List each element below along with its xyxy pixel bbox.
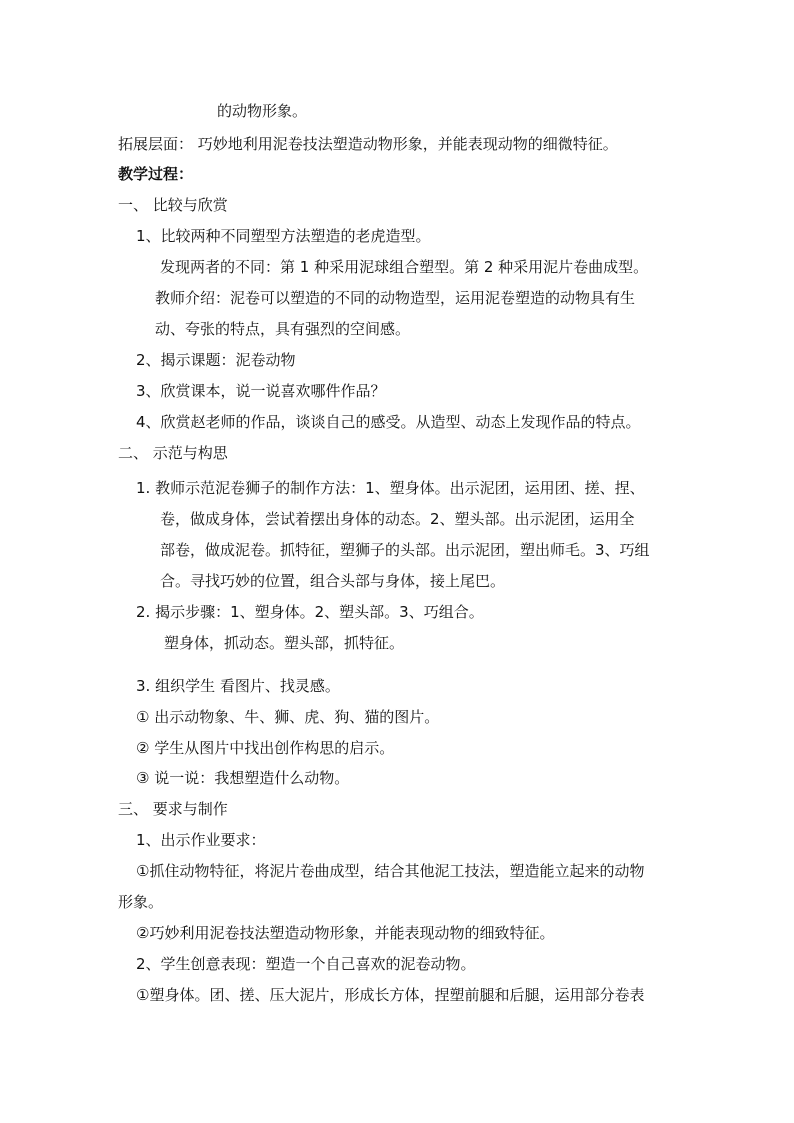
section-heading-2: 二、 示范与构思 xyxy=(118,444,228,462)
text-line-16: 合。寻找巧妙的位置，组合头部与身体，接上尾巴。 xyxy=(160,572,506,590)
text-line-28: 2、学生创意表现：塑造一个自己喜欢的泥卷动物。 xyxy=(136,955,476,973)
section-heading-3: 三、 要求与制作 xyxy=(118,800,228,818)
text-line-24: 1、出示作业要求： xyxy=(136,831,266,849)
text-line-26: 形象。 xyxy=(118,893,164,911)
text-line-15: 部卷，做成泥卷。抓特征，塑狮子的头部。出示泥团，塑出师毛。3、巧组 xyxy=(160,541,650,559)
text-line-18: 塑身体，抓动态。塑头部，抓特征。 xyxy=(164,634,405,652)
text-line-5: 1、比较两种不同塑型方法塑造的老虎造型。 xyxy=(136,227,431,245)
text-line-8: 动、夸张的特点，具有强烈的空间感。 xyxy=(155,320,411,338)
section-heading-teaching-process: 教学过程： xyxy=(118,165,194,183)
text-line-27: ②巧妙利用泥卷技法塑造动物形象，并能表现动物的细致特征。 xyxy=(136,924,555,942)
text-line-25: ①抓住动物特征，将泥片卷曲成型，结合其他泥工技法，塑造能立起来的动物 xyxy=(136,862,645,880)
text-line-20: ① 出示动物象、牛、狮、虎、狗、猫的图片。 xyxy=(136,708,440,726)
text-line-29: ①塑身体。团、搓、压大泥片，形成长方体，捏塑前腿和后腿，运用部分卷表 xyxy=(136,986,645,1004)
text-line-6: 发现两者的不同：第 1 种采用泥球组合塑型。第 2 种采用泥片卷曲成型。 xyxy=(160,258,649,276)
text-line-22: ③ 说一说：我想塑造什么动物。 xyxy=(136,769,350,787)
text-line-11: 4、欣赏赵老师的作品，谈谈自己的感受。从造型、动态上发现作品的特点。 xyxy=(136,413,641,431)
section-heading-1: 一、 比较与欣赏 xyxy=(118,196,228,214)
text-line-21: ② 学生从图片中找出创作构思的启示。 xyxy=(136,739,395,757)
text-line-9: 2、揭示课题：泥卷动物 xyxy=(136,351,296,369)
text-line-10: 3、欣赏课本，说一说喜欢哪件作品？ xyxy=(136,382,386,400)
text-line-7: 教师介绍：泥卷可以塑造的不同的动物造型，运用泥卷塑造的动物具有生 xyxy=(155,289,636,307)
text-line-1: 的动物形象。 xyxy=(217,102,308,120)
text-line-17: 2. 揭示步骤：1、塑身体。2、塑头部。3、巧组合。 xyxy=(136,603,484,621)
text-line-13: 1. 教师示范泥卷狮子的制作方法：1、塑身体。出示泥团，运用团、搓、捏、 xyxy=(136,479,645,497)
text-line-2: 拓展层面： 巧妙地利用泥卷技法塑造动物形象，并能表现动物的细微特征。 xyxy=(118,135,618,153)
text-line-14: 卷，做成身体，尝试着摆出身体的动态。2、塑头部。出示泥团，运用全 xyxy=(160,510,635,528)
text-line-19: 3. 组织学生 看图片、找灵感。 xyxy=(136,677,340,695)
